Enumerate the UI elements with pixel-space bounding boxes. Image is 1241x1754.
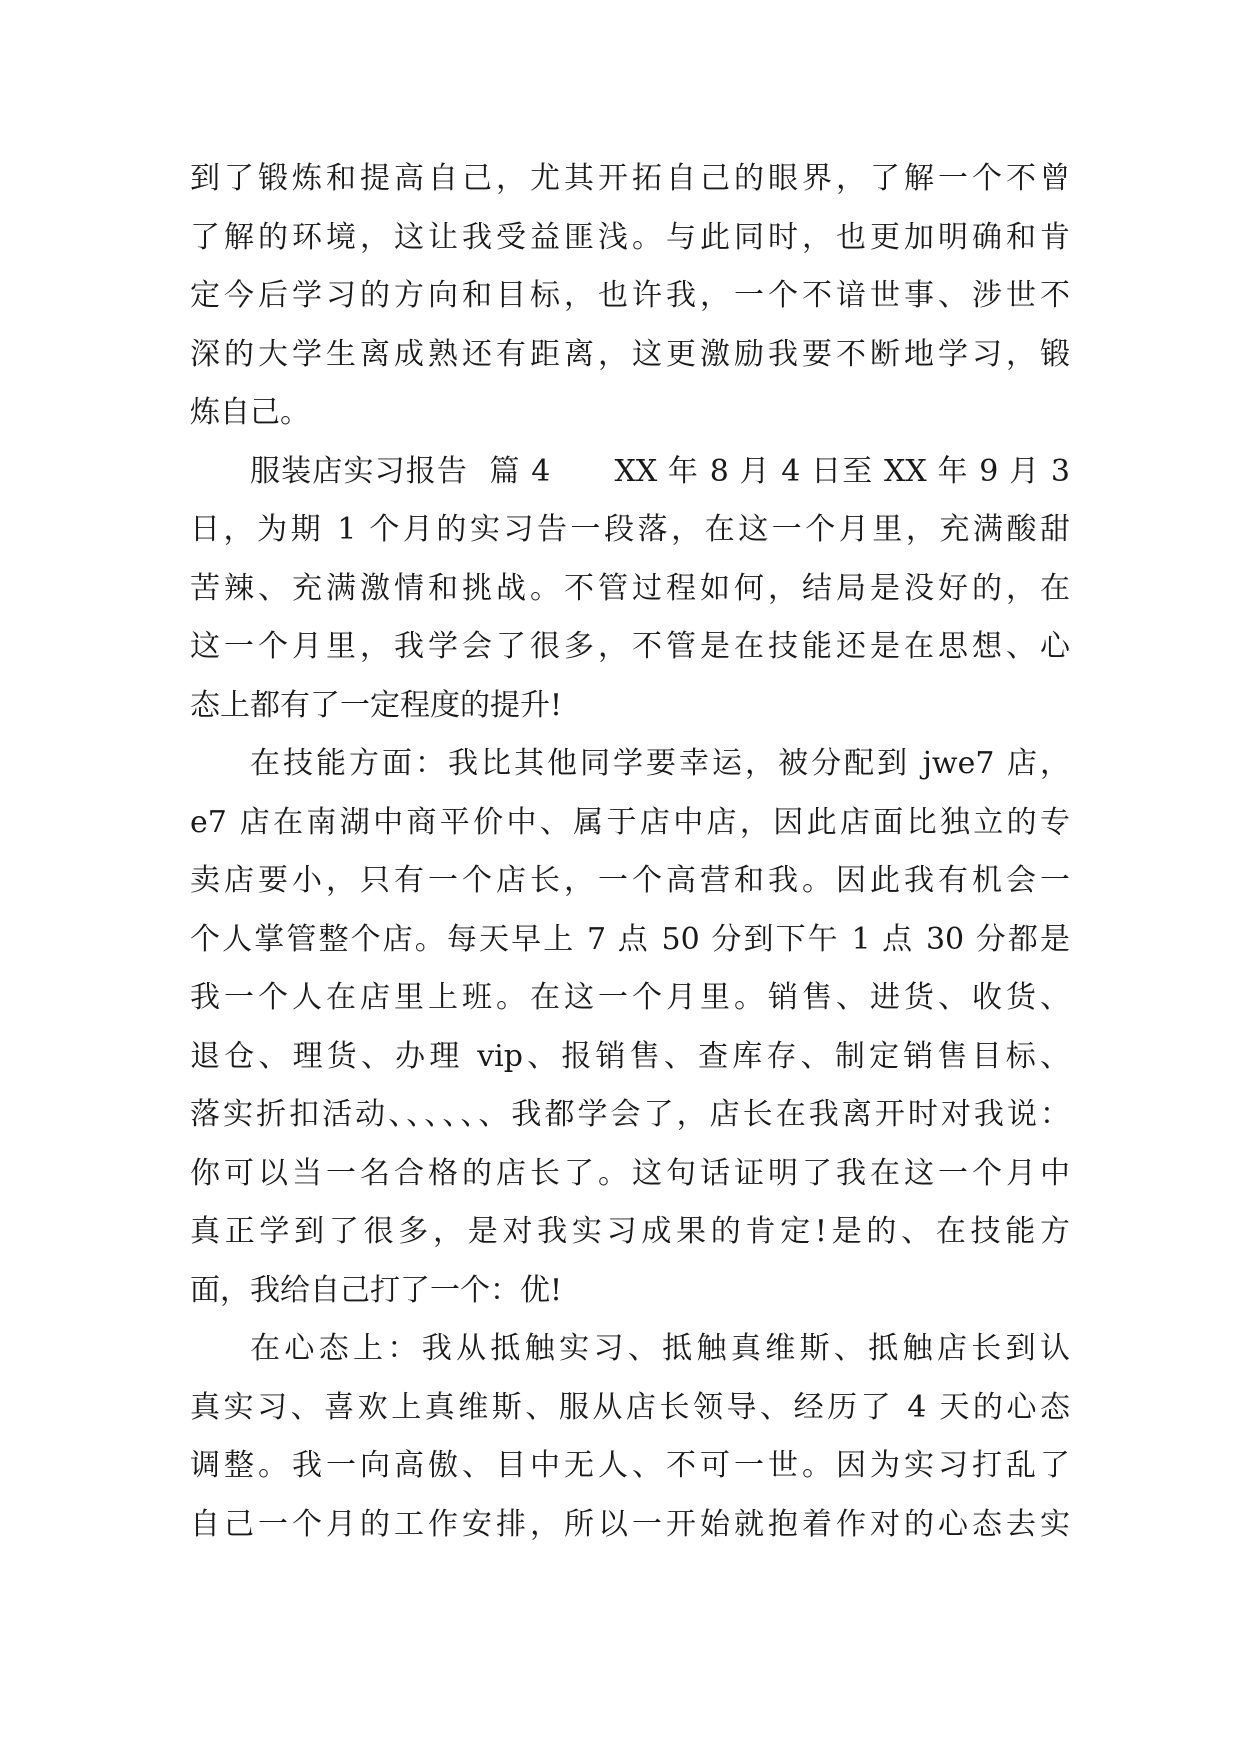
text-line	[190, 1028, 1070, 1087]
text-line-content: 这一个月里，我学会了很多，不管是在技能还是在思想、心	[190, 629, 1070, 664]
text-line	[190, 1437, 1070, 1496]
text-line	[190, 209, 1070, 268]
text-line-content: e7 店在南湖中商平价中、属于店中店，因此店面比独立的专	[190, 804, 1070, 840]
text-line	[190, 1379, 1070, 1438]
text-line	[190, 1496, 1070, 1555]
document-body	[190, 150, 1070, 1554]
text-line	[190, 735, 1070, 794]
text-line	[190, 911, 1070, 970]
text-line-content: 苦辣、充满激情和挑战。不管过程如何，结局是没好的，在	[190, 570, 1070, 606]
text-line-content: 个人掌管整个店。每天早上 7 点 50 分到下午 1 点 30 分都是	[190, 921, 1070, 957]
text-line-content: 态上都有了一定程度的提升!	[190, 687, 563, 723]
text-line-content: 我一个人在店里上班。在这一个月里。销售、进货、收货、	[190, 980, 1070, 1015]
text-line	[190, 501, 1070, 560]
text-line-content: 面，我给自己打了一个：优!	[190, 1272, 563, 1308]
text-line-content: 调整。我一向高傲、目中无人、不可一世。因为实习打乱了	[190, 1448, 1070, 1483]
text-line	[190, 969, 1070, 1028]
text-line	[190, 1145, 1070, 1204]
text-line	[190, 267, 1070, 326]
text-line	[190, 384, 1070, 443]
text-line	[190, 1320, 1070, 1379]
text-line	[190, 326, 1070, 385]
text-line-content: 定今后学习的方向和目标，也许我，一个不谙世事、涉世不	[190, 278, 1070, 313]
text-line	[190, 618, 1070, 677]
text-line-content: 自己一个月的工作安排，所以一开始就抱着作对的心态去实	[190, 1506, 1070, 1542]
text-line	[190, 1203, 1070, 1262]
text-line	[190, 794, 1070, 853]
text-line	[190, 1262, 1070, 1321]
text-line-content: 日，为期 1 个月的实习告一段落，在这一个月里，充满酸甜	[190, 512, 1070, 547]
text-line-content: 落实折扣活动、、、、、、我都学会了，店长在我离开时对我说：	[190, 1097, 1070, 1132]
text-line-content: 炼自己。	[190, 395, 310, 430]
text-line-content: 在心态上：我从抵触实习、抵触真维斯、抵触店长到认	[250, 1331, 1070, 1366]
text-line	[190, 852, 1070, 911]
text-line-content: 退仓、理货、办理 vip、报销售、查库存、制定销售目标、	[190, 1038, 1070, 1074]
text-line-content: 了解的环境，这让我受益匪浅。与此同时，也更加明确和肯	[190, 219, 1070, 255]
text-line-content: 你可以当一名合格的店长了。这句话证明了我在这一个月中	[190, 1155, 1070, 1191]
text-line	[190, 560, 1070, 619]
text-line-content: 到了锻炼和提高自己，尤其开拓自己的眼界，了解一个不曾	[190, 161, 1070, 196]
text-line-content: 真正学到了很多，是对我实习成果的肯定!是的、在技能方	[190, 1214, 1070, 1249]
text-line-content: 在技能方面：我比其他同学要幸运，被分配到 jwe7 店，	[250, 746, 1070, 781]
text-line-content: 深的大学生离成熟还有距离，这更激励我要不断地学习，锻	[190, 336, 1070, 372]
text-line-content: 卖店要小，只有一个店长，一个高营和我。因此我有机会一	[190, 863, 1070, 898]
text-line	[190, 677, 1070, 736]
text-line-content: 服装店实习报告 篇 4 XX 年 8 月 4 日至 XX 年 9 月 3	[250, 453, 1070, 489]
text-line	[190, 150, 1070, 209]
text-line	[190, 1086, 1070, 1145]
text-line-content: 真实习、喜欢上真维斯、服从店长领导、经历了 4 天的心态	[190, 1389, 1070, 1425]
text-line	[190, 443, 1070, 502]
